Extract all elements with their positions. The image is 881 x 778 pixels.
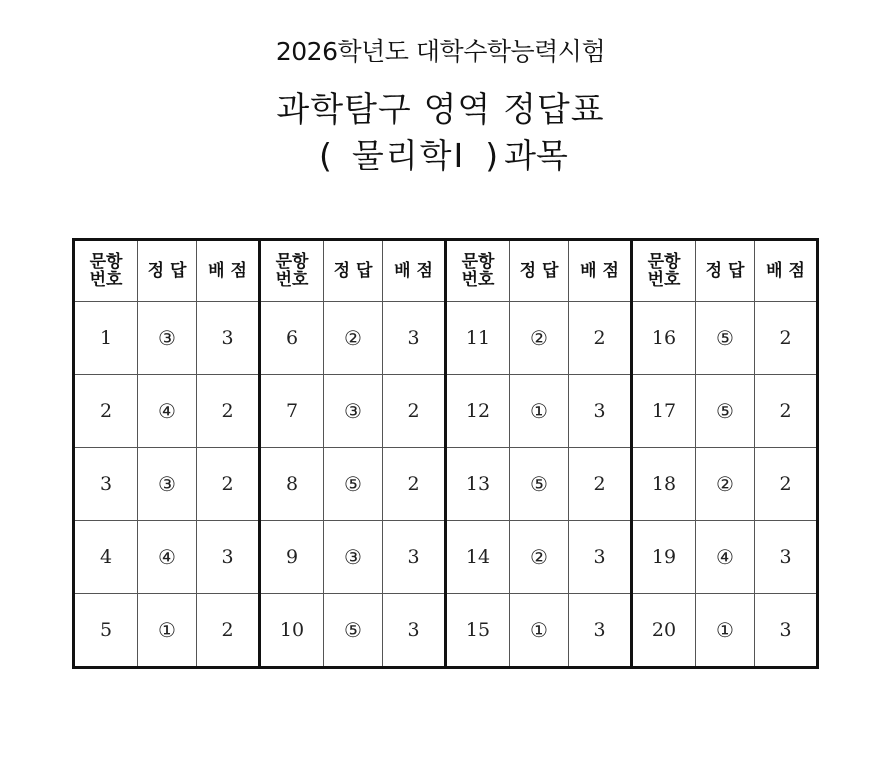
answer: ③ [324,521,383,594]
header-text: 번호 [89,270,123,290]
question-number: 4 [74,521,138,594]
points: 2 [197,375,260,448]
answer: ① [510,375,569,448]
question-number: 9 [260,521,324,594]
points: 2 [383,448,446,521]
answer: ① [510,594,569,668]
question-number: 7 [260,375,324,448]
points: 2 [569,302,632,375]
points: 3 [755,521,818,594]
points: 3 [569,375,632,448]
subject-open-paren: ( [319,136,332,175]
header-text: 문항 [461,252,495,272]
points: 2 [197,594,260,668]
points: 2 [755,302,818,375]
header-text: 문항 [647,252,681,272]
question-number: 16 [632,302,696,375]
header-points: 배점 [383,240,446,302]
question-number: 19 [632,521,696,594]
points: 3 [755,594,818,668]
answer: ⑤ [510,448,569,521]
header-question-number [260,240,324,302]
points: 3 [383,594,446,668]
answer: ① [138,594,197,668]
answer: ④ [696,521,755,594]
question-number: 14 [446,521,510,594]
points: 3 [383,521,446,594]
answer: ⑤ [324,448,383,521]
question-number: 5 [74,594,138,668]
question-number: 15 [446,594,510,668]
answer: ② [696,448,755,521]
points: 2 [569,448,632,521]
header-text: 번호 [461,270,495,290]
header-points: 배점 [197,240,260,302]
answer: ① [696,594,755,668]
question-number: 6 [260,302,324,375]
answer: ⑤ [696,375,755,448]
table-row [74,375,818,448]
table-header-row [74,240,818,302]
header-question-number [74,240,138,302]
subject-line [0,134,881,178]
section-title: 과학탐구 영역 정답표 [276,90,605,130]
subject-close-paren: ) [485,136,499,175]
answer: ④ [138,375,197,448]
table-row [74,594,818,668]
table-row [74,302,818,375]
points: 2 [755,448,818,521]
question-number: 10 [260,594,324,668]
header-answer: 정답 [510,240,569,302]
header-question-number [446,240,510,302]
subject-name: 물리학Ⅰ [351,136,466,175]
answer: ② [510,521,569,594]
points: 3 [569,594,632,668]
question-number: 3 [74,448,138,521]
header-answer: 정답 [324,240,383,302]
question-number: 20 [632,594,696,668]
question-number: 1 [74,302,138,375]
points: 3 [569,521,632,594]
question-number: 8 [260,448,324,521]
points: 3 [383,302,446,375]
header-text: 문항 [89,252,123,272]
exam-title: 2026학년도 대학수학능력시험 [275,37,606,66]
points: 3 [197,302,260,375]
answer: ⑤ [324,594,383,668]
header-text: 문항 [275,252,309,272]
table-row [74,521,818,594]
answer: ② [324,302,383,375]
answer: ③ [138,448,197,521]
header-points: 배점 [755,240,818,302]
header-answer: 정답 [138,240,197,302]
question-number: 11 [446,302,510,375]
question-number: 2 [74,375,138,448]
header-answer: 정답 [696,240,755,302]
header-text: 번호 [275,270,309,290]
answer-key-table [72,238,819,669]
question-number: 17 [632,375,696,448]
subject-suffix: 과목 [504,136,568,175]
answer: ③ [324,375,383,448]
points: 2 [383,375,446,448]
points: 2 [755,375,818,448]
header-points: 배점 [569,240,632,302]
header-text: 번호 [647,270,681,290]
answer: ② [510,302,569,375]
question-number: 18 [632,448,696,521]
header-question-number [632,240,696,302]
answer: ③ [138,302,197,375]
question-number: 13 [446,448,510,521]
points: 2 [197,448,260,521]
answer: ④ [138,521,197,594]
table-row [74,448,818,521]
points: 3 [197,521,260,594]
question-number: 12 [446,375,510,448]
answer: ⑤ [696,302,755,375]
